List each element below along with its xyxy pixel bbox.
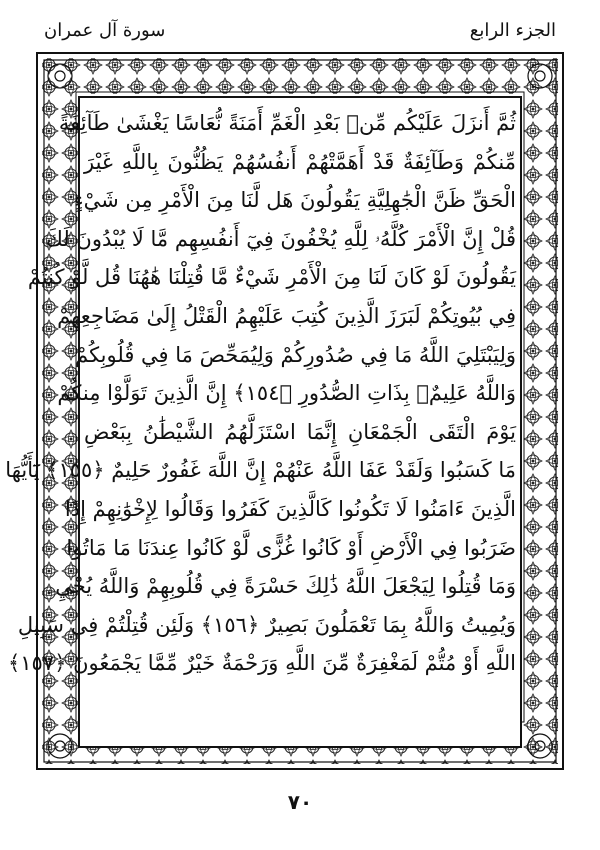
page-header [0,12,600,48]
text-line: فِي بُيُوتِكُمْ لَبَرَزَ الَّذِينَ كُتِبَ عَلَيْهِمُ الْقَتْلُ إِلَىٰ مَضَاجِعِهِمْ [57,303,516,328]
text-line: وَاللَّهُ عَلِيمٌۢ بِذَاتِ الصُّدُورِ ﴿١٥٤﴾ إِنَّ الَّذِينَ تَوَلَّوْا مِنكُمْ [57,381,516,406]
text-line: الَّذِينَ ءَامَنُوا لَا تَكُونُوا كَالَّذِينَ كَفَرُوا وَقَالُوا لِإِخْوَٰنِهِمْ إِذَا [64,496,516,521]
text-line: يَوْمَ الْتَقَى الْجَمْعَانِ إِنَّمَا اسْتَزَلَّهُمُ الشَّيْطَٰنُ بِبَعْضِ [84,419,516,444]
text-line: اللَّهِ أَوْ مُتُّمْ لَمَغْفِرَةٌ مِّنَ اللَّهِ وَرَحْمَةٌ خَيْرٌ مِّمَّا يَجْمَعُونَ ﴿١٥٧﴾ [7,651,516,676]
text-line: ضَرَبُوا فِي الْأَرْضِ أَوْ كَانُوا غُزًّى لَّوْ كَانُوا عِندَنَا مَا مَاتُوا [66,535,516,560]
text-line: مِّنكُمْ وَطَآئِفَةٌ قَدْ أَهَمَّتْهُمْ أَنفُسُهُمْ يَظُنُّونَ بِاللَّهِ غَيْرَ [84,149,516,174]
text-line: وَمَا قُتِلُوا لِيَجْعَلَ اللَّهُ ذَٰلِكَ حَسْرَةً فِي قُلُوبِهِمْ وَاللَّهُ يُحْيِۦ [47,574,516,599]
text-line: وَيُمِيتُ وَاللَّهُ بِمَا تَعْمَلُونَ بَصِيرٌ ﴿١٥٦﴾ وَلَئِن قُتِلْتُمْ فِي سَبِيلِ [17,612,516,637]
text-line: ثُمَّ أَنزَلَ عَلَيْكُم مِّنۢ بَعْدِ الْغَمِّ أَمَنَةً نُّعَاسًا يَغْشَىٰ طَآئِفَةً [58,111,516,135]
juz-title: الجزء الرابع [469,20,556,41]
text-line: وَلِيَبْتَلِيَ اللَّهُ مَا فِي صُدُورِكُمْ وَلِيُمَحِّصَ مَا فِي قُلُوبِكُمْ [75,342,516,367]
page-number: ٧٠ [287,790,313,814]
quran-text [5,104,516,740]
text-line: مَا كَسَبُوا وَلَقَدْ عَفَا اللَّهُ عَنْهُمْ إِنَّ اللَّهَ غَفُورٌ حَلِيمٌ ﴿١٥٥﴾ يَٰٓأَيُّهَا [5,458,516,483]
text-line: الْحَقِّ ظَنَّ الْجَٰهِلِيَّةِ يَقُولُونَ هَل لَّنَا مِنَ الْأَمْرِ مِن شَيْءٍ [73,188,516,213]
text-line: قُلْ إِنَّ الْأَمْرَ كُلَّهُۥ لِلَّهِ يُخْفُونَ فِيٓ أَنفُسِهِم مَّا لَا يُبْدُونَ لَكَ [45,226,516,251]
surah-title: سورة آل عمران [44,20,166,41]
text-line: يَقُولُونَ لَوْ كَانَ لَنَا مِنَ الْأَمْرِ شَيْءٌ مَّا قُتِلْنَا هَٰهُنَا قُل لَّوْ كُنتُمْ [27,265,516,290]
